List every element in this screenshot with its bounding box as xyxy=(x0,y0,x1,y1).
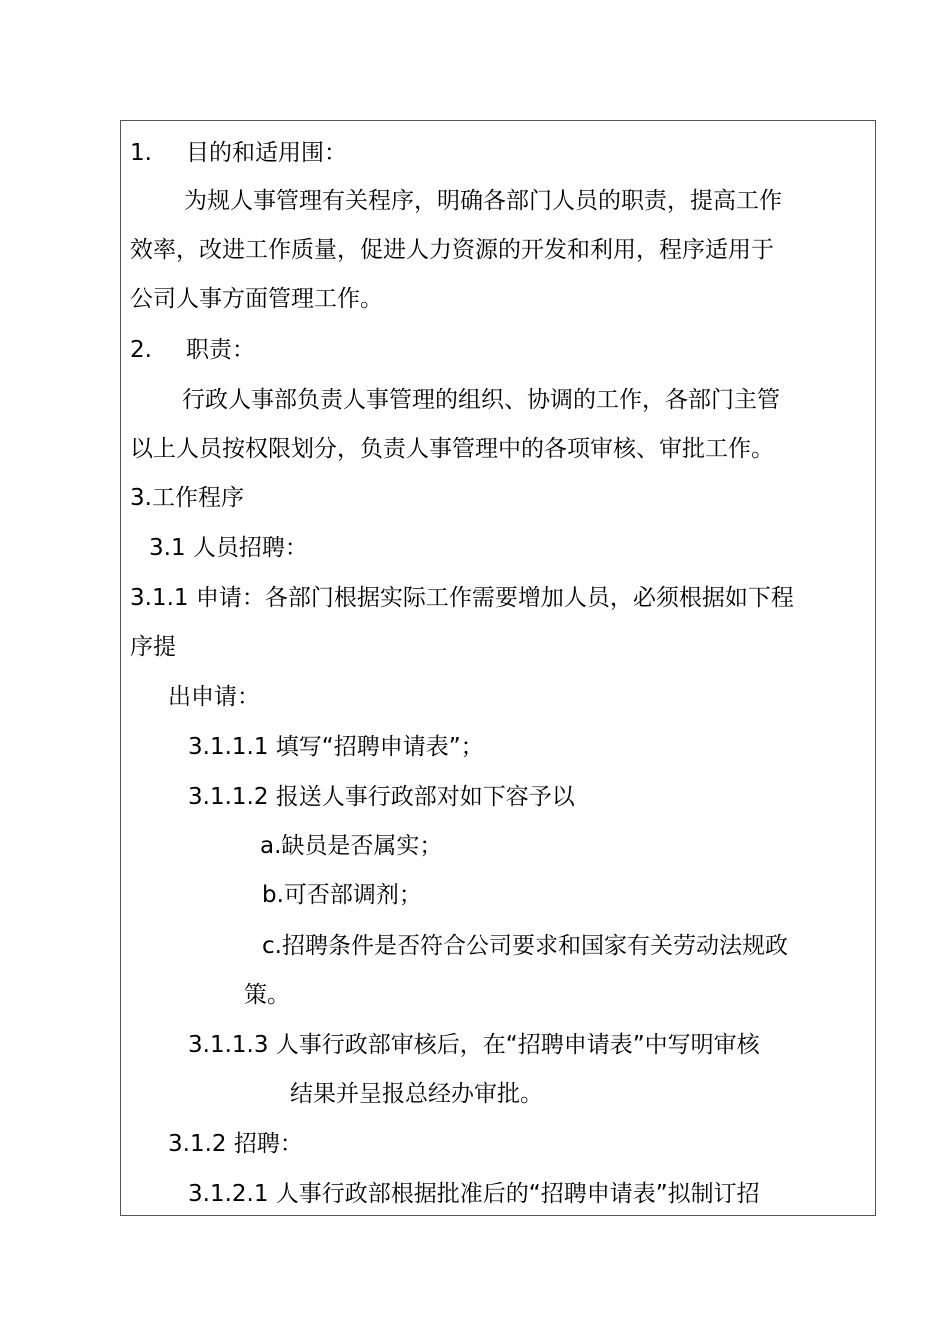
section-3-1-2-1: 3.1.2.1 人事行政部根据批准后的“招聘申请表”拟制订招 xyxy=(188,1181,760,1207)
document-frame xyxy=(120,120,876,1216)
section-3-heading: 3.工作程序 xyxy=(130,485,244,511)
section-2-heading xyxy=(130,325,255,375)
section-3-1-2-heading: 3.1.2 招聘： xyxy=(168,1131,303,1157)
section-1-number: 1. xyxy=(130,140,152,166)
section-1-title: 目的和适用围： xyxy=(186,140,347,166)
section-3-1-1-line-1: 3.1.1 申请：各部门根据实际工作需要增加人员，必须根据如下程 xyxy=(130,585,794,611)
section-3-1-1-line-3: 出申请： xyxy=(168,684,260,710)
section-3-1-1-1: 3.1.1.1 填写“招聘申请表”； xyxy=(188,734,484,760)
section-2-paragraph-line-2: 以上人员按权限划分，负责人事管理中的各项审核、审批工作。 xyxy=(130,436,774,462)
section-3-1-1-line-2: 序提 xyxy=(130,634,176,660)
section-3-1-heading: 3.1 人员招聘： xyxy=(149,535,308,561)
section-2-number: 2. xyxy=(130,337,152,363)
list-item-a: a.缺员是否属实； xyxy=(260,833,443,859)
section-1-heading xyxy=(130,128,347,178)
section-3-1-1-3-line-2: 结果并呈报总经办审批。 xyxy=(290,1081,543,1107)
list-item-b: b.可否部调剂； xyxy=(262,882,422,908)
section-1-paragraph-line-3: 公司人事方面管理工作。 xyxy=(130,286,383,312)
section-2-paragraph-line-1: 行政人事部负责人事管理的组织、协调的工作，各部门主管 xyxy=(182,387,780,413)
section-3-1-1-2: 3.1.1.2 报送人事行政部对如下容予以 xyxy=(188,784,575,810)
section-3-1-1-3-line-1: 3.1.1.3 人事行政部审核后，在“招聘申请表”中写明审核 xyxy=(188,1032,760,1058)
section-1-paragraph-line-1: 为规人事管理有关程序，明确各部门人员的职责，提高工作 xyxy=(184,188,782,214)
section-2-title: 职责： xyxy=(186,337,255,363)
list-item-c-line-2: 策。 xyxy=(244,982,290,1008)
list-item-c-line-1: c.招聘条件是否符合公司要求和国家有关劳动法规政 xyxy=(262,933,788,959)
section-1-paragraph-line-2: 效率，改进工作质量，促进人力资源的开发和利用，程序适用于 xyxy=(130,237,774,263)
